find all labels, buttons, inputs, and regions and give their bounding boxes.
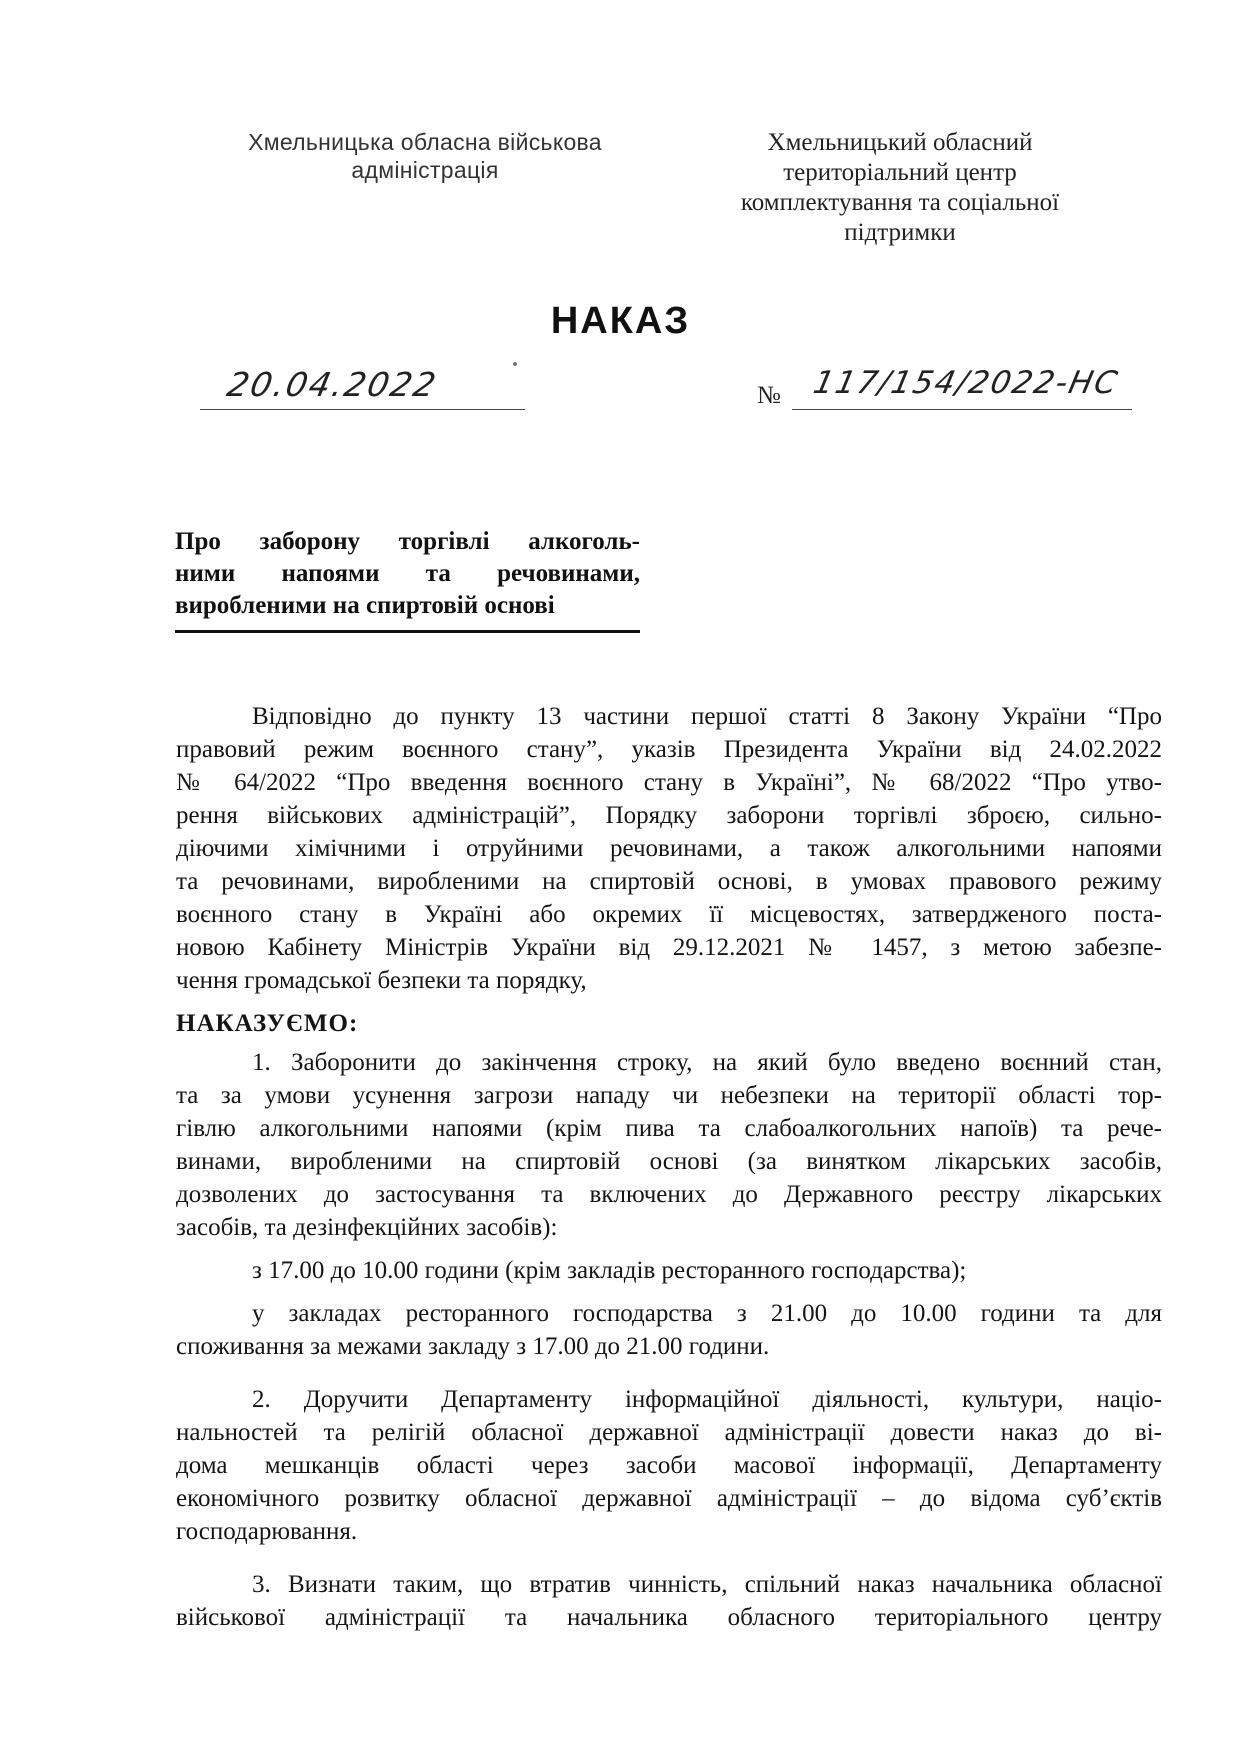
- item-2-line: економічного розвитку обласної державної адміністрації – до відома суб’єктів: [176, 1485, 1162, 1512]
- date-field: [200, 363, 525, 410]
- issuer-left-line-1: Хмельницька обласна військова: [248, 129, 602, 155]
- item-3-line: 3. Визнати таким, що втратив чинність, спільний наказ начальника обласної: [252, 1571, 1162, 1598]
- issuer-left: [205, 128, 645, 184]
- preamble-line: воєнного стану в Україні або окремих її місцевостях, затвердженого поста-: [176, 901, 1162, 928]
- item-1-subparagraph-2: [176, 1297, 1162, 1363]
- preamble-line: та речовинами, виробленими на спиртовій основі, в умовах правового режиму: [176, 868, 1162, 895]
- preamble-line: рення військових адміністрацій”, Порядку заборони торгівлі зброєю, сильно-: [176, 802, 1162, 829]
- preamble-line: № 64/2022 “Про введення воєнного стану в Україні”, № 68/2022 “Про утво-: [176, 769, 1162, 796]
- handwritten-date: 20.04.2022: [223, 365, 442, 404]
- subject-line-2: ними напоями та речовинами,: [175, 560, 640, 587]
- preamble-line: новою Кабінету Міністрів України від 29.12.2021 № 1457, з метою забезпе-: [176, 934, 1162, 961]
- preamble-line: Відповідно до пункту 13 частини першої статті 8 Закону України “Про: [252, 703, 1162, 730]
- preamble-line: правовий режим воєнного стану”, указів Президента України від 24.02.2022: [176, 736, 1162, 763]
- item-1-line: винами, виробленими на спиртовій основі (за винятком лікарських засобів,: [176, 1148, 1162, 1175]
- number-label: №: [757, 382, 781, 409]
- subject-line-1: Про заборону торгівлі алкоголь-: [175, 528, 640, 555]
- item-3-paragraph: [176, 1568, 1162, 1634]
- item-1-line: та за умови усунення загрози нападу чи небезпеки на території області тор-: [176, 1082, 1162, 1109]
- item-1-sub-line: у закладах ресторанного господарства з 21.00 до 10.00 години та для: [252, 1300, 1162, 1327]
- issuer-right-line-3: комплектування та соціальної: [740, 189, 1060, 216]
- issuer-right-line-2: територіальний центр: [783, 159, 1017, 186]
- item-2-line: 2. Доручити Департаменту інформаційної діяльності, культури, націо-: [252, 1386, 1162, 1413]
- issuer-right-line-4: підтримки: [844, 219, 956, 246]
- order-heading: НАКАЗУЄМО:: [176, 1010, 359, 1037]
- item-1-line: 1. Заборонити до закінчення строку, на який було введено воєнний стан,: [252, 1049, 1162, 1076]
- preamble-paragraph: [176, 700, 1162, 997]
- item-2-paragraph: [176, 1383, 1162, 1548]
- preamble-line: діючими хімічними і отруйними речовинами, а також алкогольними напоями: [176, 835, 1162, 862]
- preamble-line: чення громадської безпеки та порядку,: [176, 967, 587, 994]
- item-1-line: засобів, та дезінфекційних засобів):: [176, 1214, 558, 1241]
- order-body: [176, 700, 1162, 1634]
- number-field: [792, 363, 1132, 410]
- item-1-line: дозволених до застосування та включених до Державного реєстру лікарських: [176, 1181, 1162, 1208]
- item-2-line: господарювання.: [176, 1518, 358, 1545]
- subject-line-3: виробленими на спиртовій основі: [175, 592, 555, 619]
- issuer-left-line-2: адміністрація: [351, 157, 499, 183]
- issuer-right: [690, 128, 1110, 248]
- subject-underline: [175, 630, 640, 633]
- item-1-sub-line: з 17.00 до 10.00 години (крім закладів ресторанного господарства);: [252, 1257, 967, 1284]
- item-1-paragraph: [176, 1046, 1162, 1244]
- handwritten-number: 117/154/2022-НС: [810, 365, 1123, 401]
- item-3-line: військової адміністрації та начальника обласного територіального центру: [176, 1604, 1162, 1631]
- order-subject: [175, 526, 640, 622]
- item-1-sub-line: споживання за межами закладу з 17.00 до 21.00 години.: [176, 1333, 770, 1360]
- document-title: НАКАЗ: [550, 300, 691, 342]
- item-2-line: дома мешканців області через засоби масової інформації, Департаменту: [176, 1452, 1162, 1479]
- issuer-right-line-1: Хмельницький обласний: [767, 129, 1033, 156]
- item-1-line: гівлю алкогольними напоями (крім пива та слабоалкогольних напоїв) та рече-: [176, 1115, 1162, 1142]
- item-2-line: нальностей та релігій обласної державної адміністрації довести наказ до ві-: [176, 1419, 1162, 1446]
- item-1-subparagraph-1: [176, 1254, 1162, 1287]
